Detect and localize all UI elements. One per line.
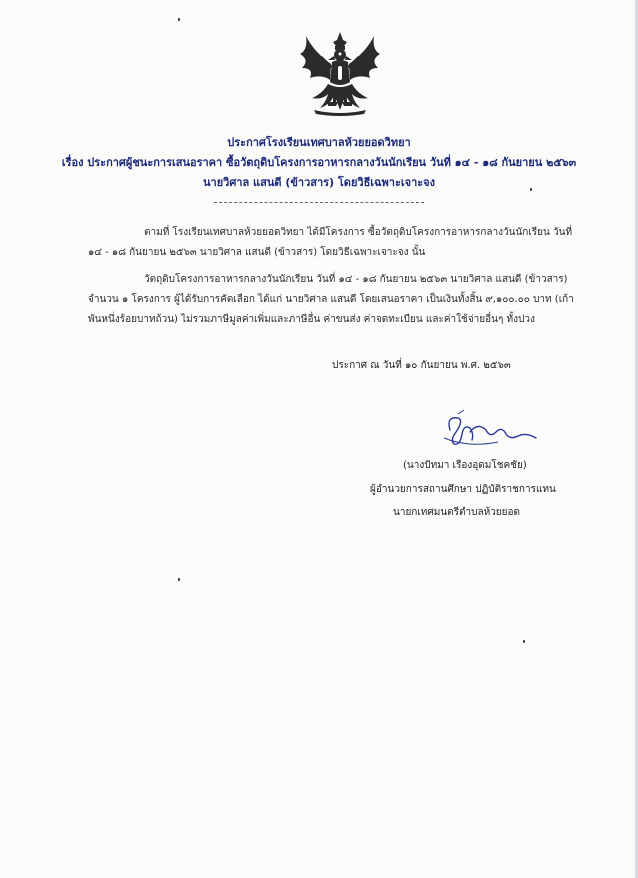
paragraph2-line3: พันหนึ่งร้อยบาทถ้วน) ไม่รวมภาษีมูลค่าเพิ่มและภาษีอื่น ค่าขนส่ง ค่าจดทะเบียน และค่าใช้จ่ายอื่นๆ ทั้งปวง xyxy=(88,314,535,325)
dashed-divider xyxy=(214,202,424,203)
announcement-subject-line2: นายวิศาล แสนดี (ข้าวสาร) โดยวิธีเฉพาะเจาะจง xyxy=(203,176,435,189)
paragraph2-line1: วัตถุดิบโครงการอาหารกลางวันนักเรียน วันที่ ๑๔ - ๑๘ กันยายน ๒๕๖๓ นายวิศาล แสนดี (ข้าวสาร) xyxy=(144,274,568,285)
paragraph1-line1: ตามที่ โรงเรียนเทศบาลห้วยยอดวิทยา ได้มีโครงการ ซื้อวัตถุดิบโครงการอาหารกลางวันนักเรียน วันที่ xyxy=(144,227,573,238)
announcement-date: ประกาศ ณ วันที่ ๑๐ กันยายน พ.ศ. ๒๕๖๓ xyxy=(332,360,511,371)
paragraph1-line2: ๑๔ - ๑๘ กันยายน ๒๕๖๓ นายวิศาล แสนดี (ข้าวสาร) โดยวิธีเฉพาะเจาะจง นั้น xyxy=(88,247,426,258)
announcement-title: ประกาศโรงเรียนเทศบาลห้วยยอดวิทยา xyxy=(227,136,411,149)
handwritten-signature xyxy=(428,408,538,450)
paragraph2-line2: จำนวน ๑ โครงการ ผู้ได้รับการคัดเลือก ได้แก่ นายวิศาล แสนดี โดยเสนอราคา เป็นเงินทั้งสิ้น ๙,๑๐๐.๐๐ บาท (เก้า xyxy=(88,294,574,305)
garuda-emblem-icon xyxy=(292,30,388,118)
scan-speck xyxy=(178,18,180,21)
scan-speck xyxy=(523,640,525,643)
signatory-on-behalf-of: นายกเทศมนตรีตำบลห้วยยอด xyxy=(393,507,521,518)
signatory-position: ผู้อำนวยการสถานศึกษา ปฏิบัติราชการแทน xyxy=(370,484,556,495)
signatory-name: (นางปัทมา เรืองอุดมโชคชัย) xyxy=(403,460,527,471)
announcement-subject: เรื่อง ประกาศผู้ชนะการเสนอราคา ซื้อวัตถุดิบโครงการอาหารกลางวันนักเรียน วันที่ ๑๔ - ๑๘ กันยายน ๒๕๖๓ xyxy=(61,156,577,169)
scan-speck xyxy=(178,578,180,581)
scan-speck xyxy=(530,188,532,191)
